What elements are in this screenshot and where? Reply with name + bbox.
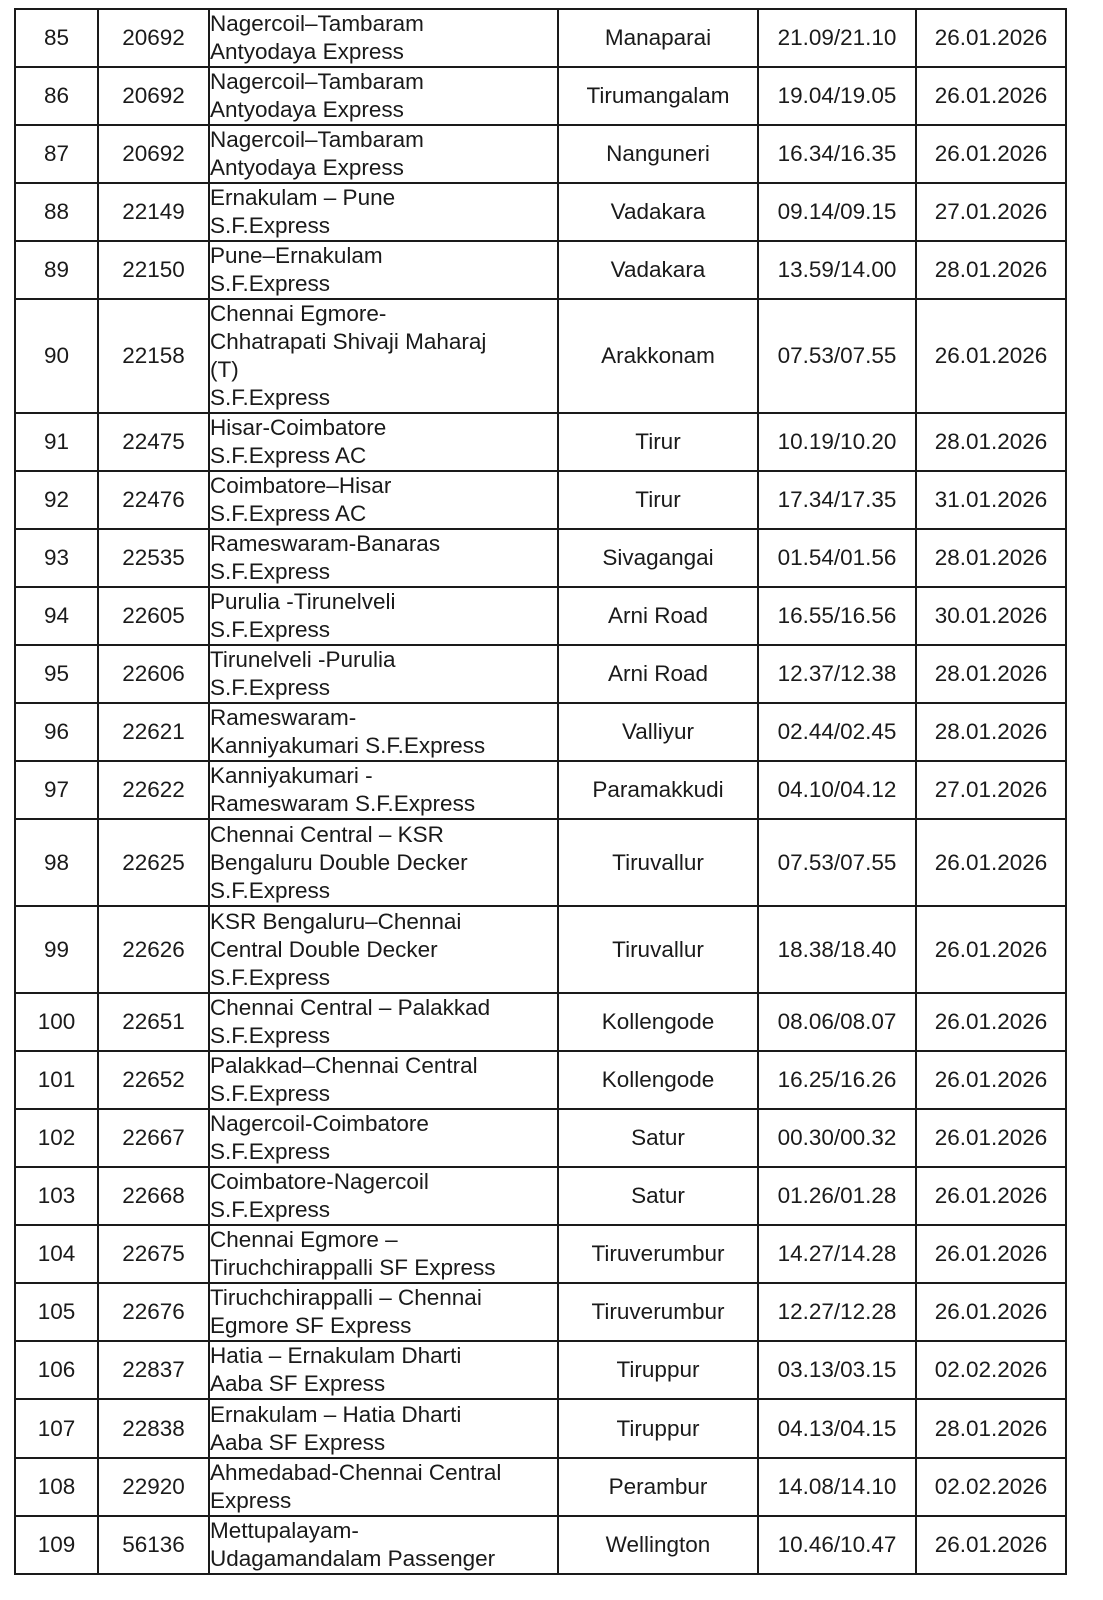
date-cell: 26.01.2026 (916, 1516, 1066, 1574)
train-number-cell: 56136 (98, 1516, 209, 1574)
table-row (15, 1051, 1066, 1109)
date-cell: 27.01.2026 (916, 183, 1066, 241)
date-cell: 28.01.2026 (916, 241, 1066, 299)
station-cell: Tiruvallur (558, 906, 758, 993)
station-cell: Tiruppur (558, 1399, 758, 1458)
train-name-cell: Ernakulam – Pune S.F.Express (209, 183, 558, 241)
table-row (15, 529, 1066, 587)
train-number-cell: 22475 (98, 413, 209, 471)
station-cell: Tiruverumbur (558, 1225, 758, 1283)
serial-number-cell: 88 (15, 183, 98, 241)
date-cell: 26.01.2026 (916, 1283, 1066, 1341)
train-number-cell: 22838 (98, 1399, 209, 1458)
date-cell: 26.01.2026 (916, 1225, 1066, 1283)
train-number-cell: 22676 (98, 1283, 209, 1341)
station-cell: Nanguneri (558, 125, 758, 183)
train-number-cell: 22605 (98, 587, 209, 645)
timing-cell: 14.27/14.28 (758, 1225, 916, 1283)
train-name-cell: Nagercoil–Tambaram Antyodaya Express (209, 9, 558, 67)
train-number-cell: 22476 (98, 471, 209, 529)
timing-cell: 16.25/16.26 (758, 1051, 916, 1109)
table-row (15, 471, 1066, 529)
date-cell: 30.01.2026 (916, 587, 1066, 645)
station-cell: Tiruppur (558, 1341, 758, 1399)
table-row (15, 241, 1066, 299)
serial-number-cell: 90 (15, 299, 98, 413)
date-cell: 28.01.2026 (916, 703, 1066, 761)
station-cell: Tiruverumbur (558, 1283, 758, 1341)
station-cell: Arni Road (558, 587, 758, 645)
timing-cell: 21.09/21.10 (758, 9, 916, 67)
train-name-cell: Rameswaram- Kanniyakumari S.F.Express (209, 703, 558, 761)
table-row (15, 1458, 1066, 1516)
table-row (15, 183, 1066, 241)
train-name-cell: Hatia – Ernakulam Dharti Aaba SF Express (209, 1341, 558, 1399)
serial-number-cell: 98 (15, 819, 98, 906)
station-cell: Tirur (558, 413, 758, 471)
date-cell: 28.01.2026 (916, 413, 1066, 471)
table-row (15, 645, 1066, 703)
date-cell: 26.01.2026 (916, 906, 1066, 993)
serial-number-cell: 104 (15, 1225, 98, 1283)
serial-number-cell: 97 (15, 761, 98, 819)
timing-cell: 12.27/12.28 (758, 1283, 916, 1341)
table-row (15, 1341, 1066, 1399)
table-row (15, 1167, 1066, 1225)
train-number-cell: 22625 (98, 819, 209, 906)
train-number-cell: 22920 (98, 1458, 209, 1516)
table-row (15, 1283, 1066, 1341)
train-number-cell: 22535 (98, 529, 209, 587)
train-name-cell: Coimbatore-Nagercoil S.F.Express (209, 1167, 558, 1225)
timing-cell: 12.37/12.38 (758, 645, 916, 703)
station-cell: Paramakkudi (558, 761, 758, 819)
train-name-cell: Nagercoil–Tambaram Antyodaya Express (209, 125, 558, 183)
serial-number-cell: 87 (15, 125, 98, 183)
table-row (15, 67, 1066, 125)
serial-number-cell: 107 (15, 1399, 98, 1458)
train-name-cell: Nagercoil-Coimbatore S.F.Express (209, 1109, 558, 1167)
timing-cell: 10.46/10.47 (758, 1516, 916, 1574)
date-cell: 26.01.2026 (916, 819, 1066, 906)
timing-cell: 17.34/17.35 (758, 471, 916, 529)
timing-cell: 16.34/16.35 (758, 125, 916, 183)
table-row (15, 819, 1066, 906)
train-number-cell: 22150 (98, 241, 209, 299)
table-row (15, 413, 1066, 471)
train-number-cell: 22667 (98, 1109, 209, 1167)
station-cell: Arakkonam (558, 299, 758, 413)
train-number-cell: 22652 (98, 1051, 209, 1109)
serial-number-cell: 105 (15, 1283, 98, 1341)
timing-cell: 18.38/18.40 (758, 906, 916, 993)
serial-number-cell: 92 (15, 471, 98, 529)
station-cell: Perambur (558, 1458, 758, 1516)
train-name-cell: Pune–Ernakulam S.F.Express (209, 241, 558, 299)
timing-cell: 01.54/01.56 (758, 529, 916, 587)
train-number-cell: 20692 (98, 67, 209, 125)
station-cell: Tirumangalam (558, 67, 758, 125)
station-cell: Valliyur (558, 703, 758, 761)
train-number-cell: 22606 (98, 645, 209, 703)
train-number-cell: 22626 (98, 906, 209, 993)
train-number-cell: 20692 (98, 9, 209, 67)
serial-number-cell: 99 (15, 906, 98, 993)
train-name-cell: Nagercoil–Tambaram Antyodaya Express (209, 67, 558, 125)
serial-number-cell: 95 (15, 645, 98, 703)
table-row (15, 906, 1066, 993)
serial-number-cell: 108 (15, 1458, 98, 1516)
date-cell: 26.01.2026 (916, 1109, 1066, 1167)
train-name-cell: Coimbatore–Hisar S.F.Express AC (209, 471, 558, 529)
table-row (15, 993, 1066, 1051)
train-name-cell: Tirunelveli -Purulia S.F.Express (209, 645, 558, 703)
serial-number-cell: 106 (15, 1341, 98, 1399)
train-number-cell: 22622 (98, 761, 209, 819)
serial-number-cell: 100 (15, 993, 98, 1051)
serial-number-cell: 101 (15, 1051, 98, 1109)
table-row (15, 1109, 1066, 1167)
train-name-cell: Purulia -Tirunelveli S.F.Express (209, 587, 558, 645)
train-name-cell: Tiruchchirappalli – Chennai Egmore SF Express (209, 1283, 558, 1341)
timing-cell: 04.10/04.12 (758, 761, 916, 819)
table-row (15, 1225, 1066, 1283)
table-row (15, 299, 1066, 413)
train-number-cell: 22651 (98, 993, 209, 1051)
station-cell: Wellington (558, 1516, 758, 1574)
serial-number-cell: 103 (15, 1167, 98, 1225)
date-cell: 27.01.2026 (916, 761, 1066, 819)
train-name-cell: Mettupalayam- Udagamandalam Passenger (209, 1516, 558, 1574)
train-number-cell: 22158 (98, 299, 209, 413)
timing-cell: 16.55/16.56 (758, 587, 916, 645)
train-name-cell: Ahmedabad-Chennai Central Express (209, 1458, 558, 1516)
table-body (15, 9, 1066, 1574)
train-number-cell: 22621 (98, 703, 209, 761)
timing-cell: 13.59/14.00 (758, 241, 916, 299)
timing-cell: 02.44/02.45 (758, 703, 916, 761)
timing-cell: 08.06/08.07 (758, 993, 916, 1051)
station-cell: Kollengode (558, 993, 758, 1051)
date-cell: 28.01.2026 (916, 529, 1066, 587)
station-cell: Vadakara (558, 241, 758, 299)
timing-cell: 19.04/19.05 (758, 67, 916, 125)
serial-number-cell: 85 (15, 9, 98, 67)
table-row (15, 125, 1066, 183)
timing-cell: 04.13/04.15 (758, 1399, 916, 1458)
train-name-cell: Chennai Egmore – Tiruchchirappalli SF Express (209, 1225, 558, 1283)
train-name-cell: Hisar-Coimbatore S.F.Express AC (209, 413, 558, 471)
timing-cell: 03.13/03.15 (758, 1341, 916, 1399)
date-cell: 26.01.2026 (916, 9, 1066, 67)
train-number-cell: 22149 (98, 183, 209, 241)
timing-cell: 01.26/01.28 (758, 1167, 916, 1225)
serial-number-cell: 93 (15, 529, 98, 587)
timing-cell: 14.08/14.10 (758, 1458, 916, 1516)
serial-number-cell: 109 (15, 1516, 98, 1574)
serial-number-cell: 91 (15, 413, 98, 471)
table-row (15, 1399, 1066, 1458)
station-cell: Sivagangai (558, 529, 758, 587)
timing-cell: 00.30/00.32 (758, 1109, 916, 1167)
train-name-cell: KSR Bengaluru–Chennai Central Double Decker S.F.Express (209, 906, 558, 993)
date-cell: 31.01.2026 (916, 471, 1066, 529)
train-name-cell: Chennai Central – KSR Bengaluru Double Decker S.F.Express (209, 819, 558, 906)
train-name-cell: Rameswaram-Banaras S.F.Express (209, 529, 558, 587)
serial-number-cell: 102 (15, 1109, 98, 1167)
serial-number-cell: 94 (15, 587, 98, 645)
station-cell: Satur (558, 1109, 758, 1167)
date-cell: 02.02.2026 (916, 1458, 1066, 1516)
table-row (15, 703, 1066, 761)
station-cell: Tiruvallur (558, 819, 758, 906)
train-number-cell: 22675 (98, 1225, 209, 1283)
date-cell: 26.01.2026 (916, 1167, 1066, 1225)
date-cell: 26.01.2026 (916, 125, 1066, 183)
station-cell: Manaparai (558, 9, 758, 67)
station-cell: Vadakara (558, 183, 758, 241)
train-stoppage-table (14, 8, 1067, 1575)
date-cell: 26.01.2026 (916, 993, 1066, 1051)
serial-number-cell: 89 (15, 241, 98, 299)
timing-cell: 07.53/07.55 (758, 299, 916, 413)
train-name-cell: Palakkad–Chennai Central S.F.Express (209, 1051, 558, 1109)
station-cell: Satur (558, 1167, 758, 1225)
timing-cell: 07.53/07.55 (758, 819, 916, 906)
table-row (15, 9, 1066, 67)
timing-cell: 09.14/09.15 (758, 183, 916, 241)
table-row (15, 587, 1066, 645)
train-name-cell: Chennai Egmore- Chhatrapati Shivaji Maharaj (T) S.F.Express (209, 299, 558, 413)
train-number-cell: 22837 (98, 1341, 209, 1399)
station-cell: Arni Road (558, 645, 758, 703)
date-cell: 26.01.2026 (916, 67, 1066, 125)
train-name-cell: Chennai Central – Palakkad S.F.Express (209, 993, 558, 1051)
serial-number-cell: 96 (15, 703, 98, 761)
train-name-cell: Ernakulam – Hatia Dharti Aaba SF Express (209, 1399, 558, 1458)
date-cell: 26.01.2026 (916, 299, 1066, 413)
date-cell: 28.01.2026 (916, 645, 1066, 703)
station-cell: Tirur (558, 471, 758, 529)
table-row (15, 761, 1066, 819)
date-cell: 02.02.2026 (916, 1341, 1066, 1399)
serial-number-cell: 86 (15, 67, 98, 125)
train-number-cell: 22668 (98, 1167, 209, 1225)
timing-cell: 10.19/10.20 (758, 413, 916, 471)
station-cell: Kollengode (558, 1051, 758, 1109)
train-number-cell: 20692 (98, 125, 209, 183)
date-cell: 26.01.2026 (916, 1051, 1066, 1109)
date-cell: 28.01.2026 (916, 1399, 1066, 1458)
table-row (15, 1516, 1066, 1574)
train-name-cell: Kanniyakumari - Rameswaram S.F.Express (209, 761, 558, 819)
